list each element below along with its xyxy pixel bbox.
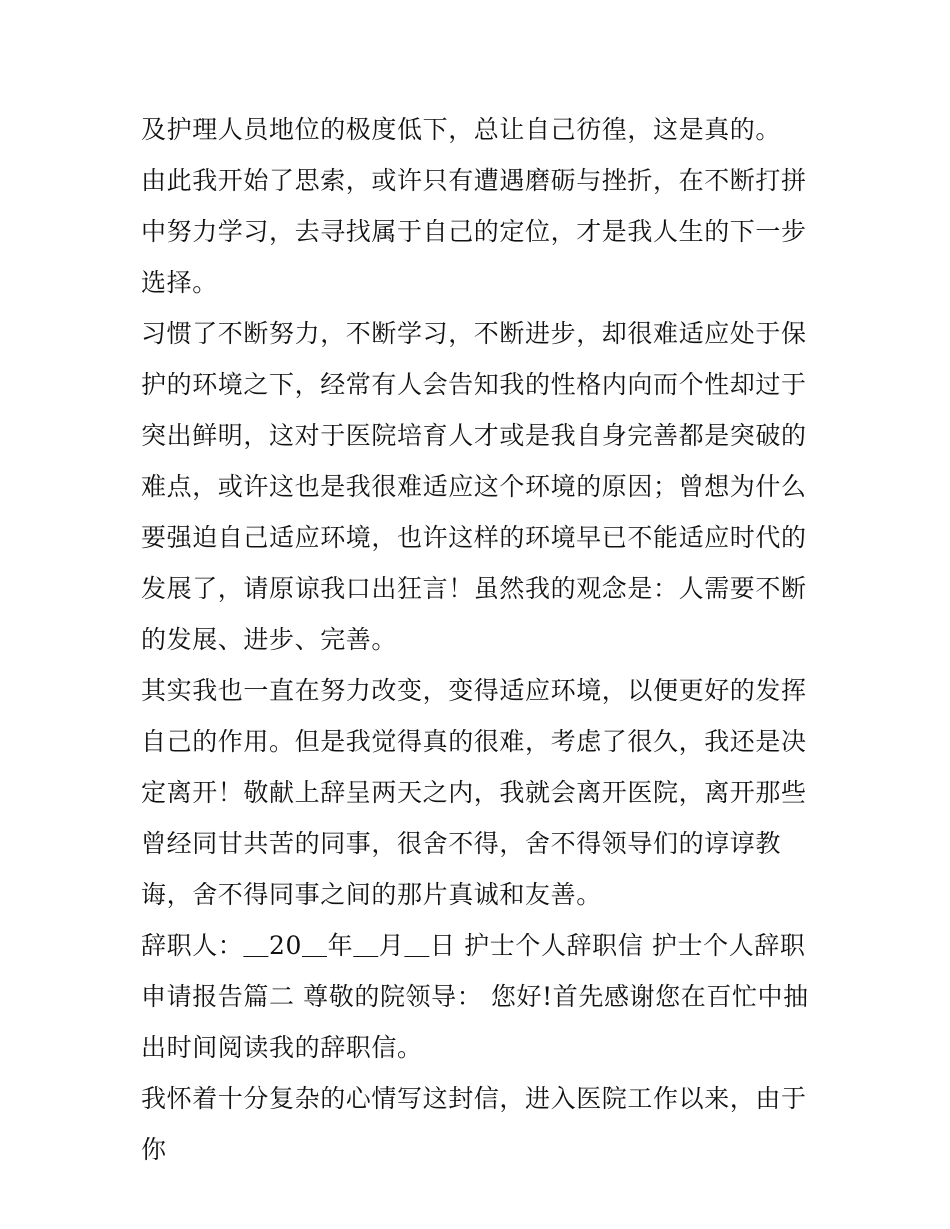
paragraph-environment: 习惯了不断努力，不断学习，不断进步，却很难适应处于保护的环境之下，经常有人会告知我的性格内向而个性却过于突出鲜明，这对于医院培育人才或是我自身完善都是突破的难点，或许这也是我很难适应这个环境的原因；曾想为什么要强迫自己适应环境，也许这样的环境早已不能适应时代的发展了，请原谅我口出狂言！虽然我的观念是：人需要不断的发展、进步、完善。 bbox=[141, 319, 807, 654]
paragraph-second-letter-body: 我怀着十分复杂的心情写这封信，进入医院工作以来，由于你 bbox=[141, 1084, 807, 1164]
paragraph-decision: 其实我也一直在努力改变，变得适应环境，以便更好的发挥自己的作用。但是我觉得真的很难，考虑了很久，我还是决定离开！敬献上辞呈两天之内，我就会离开医院，离开那些曾经同甘共苦的同事，很舍不得，舍不得领导们的谆谆教诲，舍不得同事之间的那片真诚和友善。 bbox=[141, 676, 807, 909]
paragraph-reflection: 由此我开始了思索，或许只有遭遇磨砺与挫折，在不断打拼中努力学习，去寻找属于自己的定位，才是我人生的下一步选择。 bbox=[141, 166, 807, 297]
document-body bbox=[141, 104, 813, 1175]
paragraph-status: 及护理人员地位的极度低下，总让自己彷徨，这是真的。 bbox=[141, 115, 782, 144]
paragraph-signature-and-second-letter: 辞职人：＿20＿年＿月＿日 护士个人辞职信 护士个人辞职申请报告篇二 尊敬的院领导： 您好!首先感谢您在百忙中抽出时间阅读我的辞职信。 bbox=[141, 931, 809, 1062]
